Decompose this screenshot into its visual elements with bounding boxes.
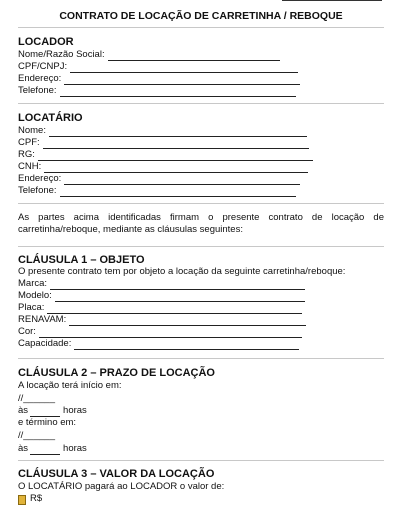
- locatario-field-cpf: [18, 137, 309, 149]
- fill-line[interactable]: [30, 406, 60, 417]
- field-label: CNH:: [18, 161, 42, 172]
- objeto-field-cor: [18, 326, 302, 338]
- locatario-field-rg: [18, 149, 313, 161]
- note-icon: [18, 495, 26, 505]
- valor-line: [18, 493, 42, 505]
- clausula1-text: O presente contrato tem por objeto a locação da seguinte carretinha/reboque:: [18, 266, 346, 277]
- clausula1-heading: CLÁUSULA 1 – OBJETO: [18, 254, 145, 266]
- locatario-field-telefone: [18, 185, 296, 197]
- objeto-field-renavam: [18, 314, 306, 326]
- fill-line[interactable]: [30, 444, 60, 455]
- as-label: às: [18, 443, 29, 454]
- inicio-text: A locação terá início em:: [18, 380, 122, 391]
- divider: [18, 358, 384, 359]
- field-label: Endereço:: [18, 73, 62, 84]
- field-label: Modelo:: [18, 290, 52, 301]
- termino-date[interactable]: //______: [18, 430, 55, 441]
- field-label: Telefone:: [18, 185, 57, 196]
- fill-line[interactable]: [60, 86, 296, 97]
- fill-line[interactable]: [43, 138, 309, 149]
- objeto-field-placa: [18, 302, 302, 314]
- fill-line[interactable]: [64, 174, 300, 185]
- objeto-field-marca: [18, 278, 305, 290]
- field-label: Nome/Razão Social:: [18, 49, 105, 60]
- fill-line[interactable]: [108, 50, 280, 61]
- locatario-heading: LOCATÁRIO: [18, 112, 83, 124]
- field-label: Telefone:: [18, 85, 57, 96]
- locatario-field-nome: [18, 125, 307, 137]
- fill-line[interactable]: [49, 126, 307, 137]
- divider: [18, 103, 384, 104]
- fill-line[interactable]: [74, 339, 299, 350]
- clausula3-heading: CLÁUSULA 3 – VALOR DA LOCAÇÃO: [18, 468, 215, 480]
- field-label: RG:: [18, 149, 35, 160]
- locador-field-telefone: [18, 85, 296, 97]
- field-label: Placa:: [18, 302, 45, 313]
- fill-line[interactable]: [64, 74, 300, 85]
- fill-line[interactable]: [39, 327, 302, 338]
- field-label: Capacidade:: [18, 338, 72, 349]
- divider: [18, 203, 384, 204]
- divider: [18, 246, 384, 247]
- fill-line[interactable]: [55, 291, 305, 302]
- fill-line[interactable]: [60, 186, 296, 197]
- field-label: Marca:: [18, 278, 48, 289]
- locador-field-name: [18, 49, 280, 61]
- fill-line[interactable]: [69, 315, 306, 326]
- field-label: Endereço:: [18, 173, 62, 184]
- fill-line[interactable]: [38, 150, 313, 161]
- clausula2-heading: CLÁUSULA 2 – PRAZO DE LOCAÇÃO: [18, 367, 215, 379]
- divider: [18, 460, 384, 461]
- horas-label: horas: [63, 443, 87, 454]
- top-edge-line: [282, 0, 382, 1]
- fill-line[interactable]: [70, 62, 298, 73]
- locatario-field-endereco: [18, 173, 300, 185]
- locador-field-cpfcnpj: [18, 61, 298, 73]
- field-label: CPF/CNPJ:: [18, 61, 68, 72]
- field-label: Nome:: [18, 125, 46, 136]
- locador-heading: LOCADOR: [18, 36, 74, 48]
- locatario-field-cnh: [18, 161, 308, 173]
- clausula3-text: O LOCATÁRIO pagará ao LOCADOR o valor de:: [18, 481, 225, 492]
- divider: [18, 27, 384, 28]
- fill-line[interactable]: [44, 162, 308, 173]
- termino-time: [18, 443, 87, 455]
- inicio-date[interactable]: //______: [18, 393, 55, 404]
- field-label: CPF:: [18, 137, 40, 148]
- intro-paragraph: As partes acima identificadas firmam o presente contrato de locação de carretinha/reboque, mediante as cláusulas seguintes:: [18, 212, 384, 235]
- objeto-field-modelo: [18, 290, 305, 302]
- inicio-time: [18, 405, 87, 417]
- as-label: às: [18, 405, 29, 416]
- termino-text: e término em:: [18, 417, 77, 428]
- fill-line[interactable]: [47, 303, 302, 314]
- currency-label: R$: [30, 493, 43, 504]
- field-label: RENAVAM:: [18, 314, 67, 325]
- objeto-field-capacidade: [18, 338, 299, 350]
- field-label: Cor:: [18, 326, 36, 337]
- fill-line[interactable]: [50, 279, 305, 290]
- horas-label: horas: [63, 405, 87, 416]
- document-title: CONTRATO DE LOCAÇÃO DE CARRETINHA / REBOQUE: [59, 10, 343, 22]
- locador-field-endereco: [18, 73, 300, 85]
